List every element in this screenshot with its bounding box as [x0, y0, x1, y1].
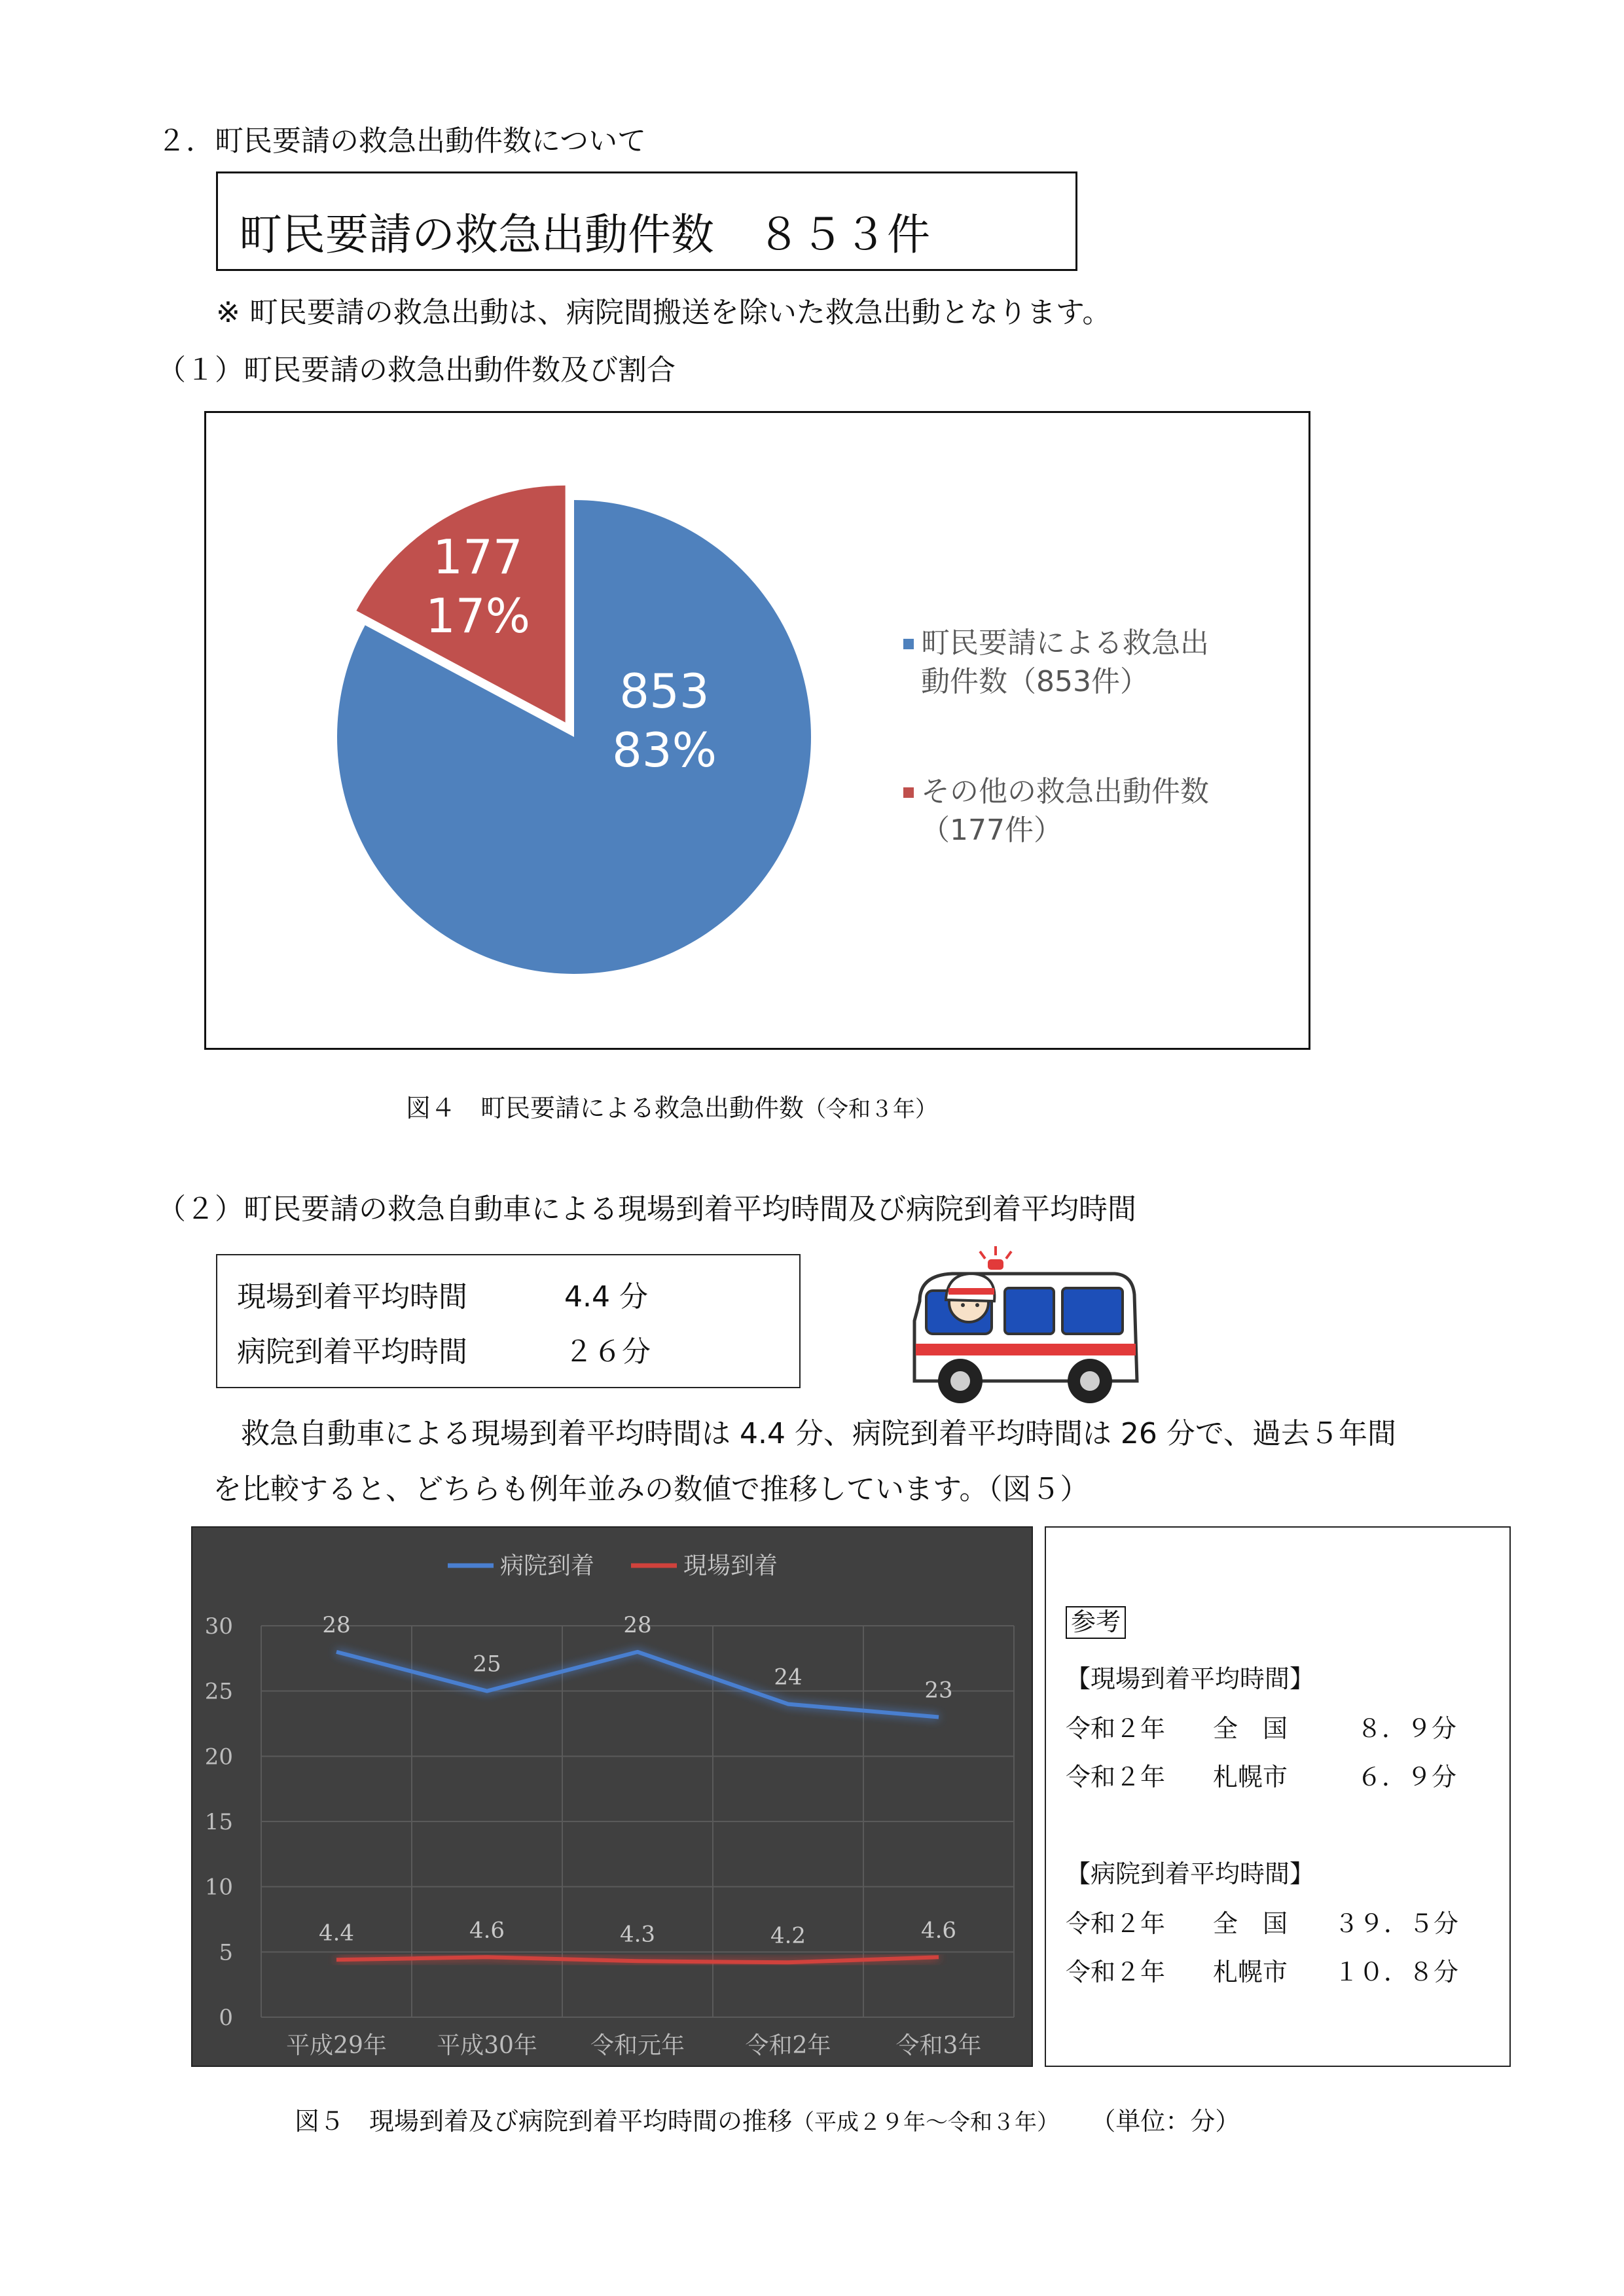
times-box: [216, 1254, 801, 1388]
legend-label-hospital: 病院到着: [500, 1552, 595, 1579]
scene-reference-heading: 【現場到着平均時間】: [1066, 1664, 1315, 1693]
legend-label-scene: 現場到着: [683, 1552, 778, 1579]
row-area: 札幌市: [1213, 1958, 1288, 1986]
data-label-scene: 4.6: [920, 1917, 957, 1944]
y-tick-label: 5: [219, 1939, 233, 1966]
series-line-hospital: [336, 1652, 939, 1717]
subsection-2-heading: （２）町民要請の救急自動車による現場到着平均時間及び病院到着平均時間: [157, 1193, 1136, 1226]
data-label-scene: 4.3: [619, 1921, 656, 1948]
x-tick-label: 平成29年: [286, 2032, 387, 2059]
y-axis-ticks: [205, 1613, 233, 2031]
fig5-caption-small: （平成２９年～令和３年）: [792, 2109, 1060, 2136]
legend-other-line2: （177件）: [921, 814, 1062, 847]
x-tick-label: 令和3年: [895, 2032, 982, 2059]
row-value: ８．９分: [1357, 1714, 1457, 1743]
pie-label-other-value: 177: [433, 529, 523, 584]
row-area: 全 国: [1213, 1714, 1288, 1743]
row-value: ６．９分: [1357, 1763, 1457, 1791]
x-tick-label: 平成30年: [437, 2032, 537, 2059]
pie-label-main-value: 853: [619, 664, 710, 719]
row-year: 令和２年: [1066, 1909, 1166, 1938]
row-value: ３９．５分: [1334, 1909, 1459, 1938]
row-year: 令和２年: [1066, 1958, 1166, 1986]
ambulance-illustration: [907, 1242, 1139, 1406]
y-tick-label: 10: [204, 1874, 233, 1901]
summary-text: 町民要請の救急出動件数 ８５３件: [239, 209, 930, 260]
series-lines: [336, 1652, 939, 1962]
section-heading: ２．町民要請の救急出動件数について: [157, 124, 647, 158]
paragraph-line-2: を比較すると、どちらも例年並みの数値で推移しています。（図５）: [213, 1473, 1089, 1506]
reference-title: 参考: [1066, 1606, 1126, 1639]
fig4-frame: [204, 411, 1310, 1050]
scene-time-label: 現場到着平均時間: [237, 1280, 467, 1314]
data-label-scene: 4.6: [469, 1917, 505, 1944]
data-label-hospital: 24: [774, 1664, 803, 1691]
row-area: 札幌市: [1213, 1763, 1288, 1791]
scene-time-value: 4.4 分: [564, 1280, 648, 1314]
fig5-caption: [295, 2101, 1240, 2137]
fig4-caption-small: （令和３年）: [804, 1096, 938, 1122]
data-label-hospital: 28: [322, 1611, 351, 1638]
fig4-caption: [406, 1088, 937, 1124]
fig5-unit: （単位：分）: [1091, 2107, 1240, 2136]
y-tick-label: 0: [219, 2005, 233, 2031]
y-tick-label: 25: [204, 1678, 233, 1705]
legend-marker-other: [903, 787, 914, 798]
data-label-hospital: 28: [623, 1611, 652, 1638]
line-chart: [192, 1528, 1032, 2066]
fig4-caption-main: 図４ 町民要請による救急出動件数: [406, 1094, 804, 1122]
x-tick-label: 令和2年: [745, 2032, 831, 2059]
fig5-chart-frame: [191, 1526, 1033, 2067]
row-area: 全 国: [1213, 1909, 1288, 1938]
hospital-reference-heading: 【病院到着平均時間】: [1066, 1859, 1315, 1888]
x-tick-label: 令和元年: [590, 2032, 685, 2059]
pie-label-other-percent: 17%: [425, 588, 531, 643]
row-year: 令和２年: [1066, 1763, 1166, 1791]
legend-marker-main: [903, 639, 914, 649]
y-tick-label: 15: [204, 1809, 233, 1835]
legend-main-line2: 動件数（853件）: [921, 665, 1149, 698]
pie-chart: [206, 413, 1308, 1048]
data-label-scene: 4.4: [318, 1920, 355, 1946]
y-tick-label: 20: [204, 1744, 233, 1770]
hospital-time-label: 病院到着平均時間: [237, 1335, 467, 1369]
data-label-scene: 4.2: [770, 1922, 806, 1949]
data-label-hospital: 25: [473, 1651, 501, 1677]
reference-box: [1045, 1526, 1511, 2067]
note-text: ※ 町民要請の救急出動は、病院間搬送を除いた救急出動となります。: [216, 296, 1111, 329]
data-labels: [319, 1612, 956, 1948]
y-tick-label: 30: [204, 1613, 233, 1640]
subsection-1-heading: （１）町民要請の救急出動件数及び割合: [157, 353, 676, 387]
legend-other-line1: その他の救急出動件数: [921, 775, 1209, 808]
series-line-scene: [336, 1957, 939, 1962]
summary-box: [216, 171, 1077, 271]
x-axis-ticks: [286, 2032, 981, 2059]
paragraph-line-1: 救急自動車による現場到着平均時間は 4.4 分、病院到着平均時間は 26 分で、過去５年間: [241, 1417, 1397, 1450]
fig5-caption-main: 図５ 現場到着及び病院到着平均時間の推移: [295, 2107, 793, 2136]
hospital-time-value: ２６分: [564, 1335, 651, 1369]
legend-main-line1: 町民要請による救急出: [921, 626, 1209, 660]
row-value: １０．８分: [1334, 1958, 1459, 1986]
row-year: 令和２年: [1066, 1714, 1166, 1743]
pie-label-main-percent: 83%: [611, 723, 717, 778]
data-label-hospital: 23: [924, 1677, 953, 1704]
